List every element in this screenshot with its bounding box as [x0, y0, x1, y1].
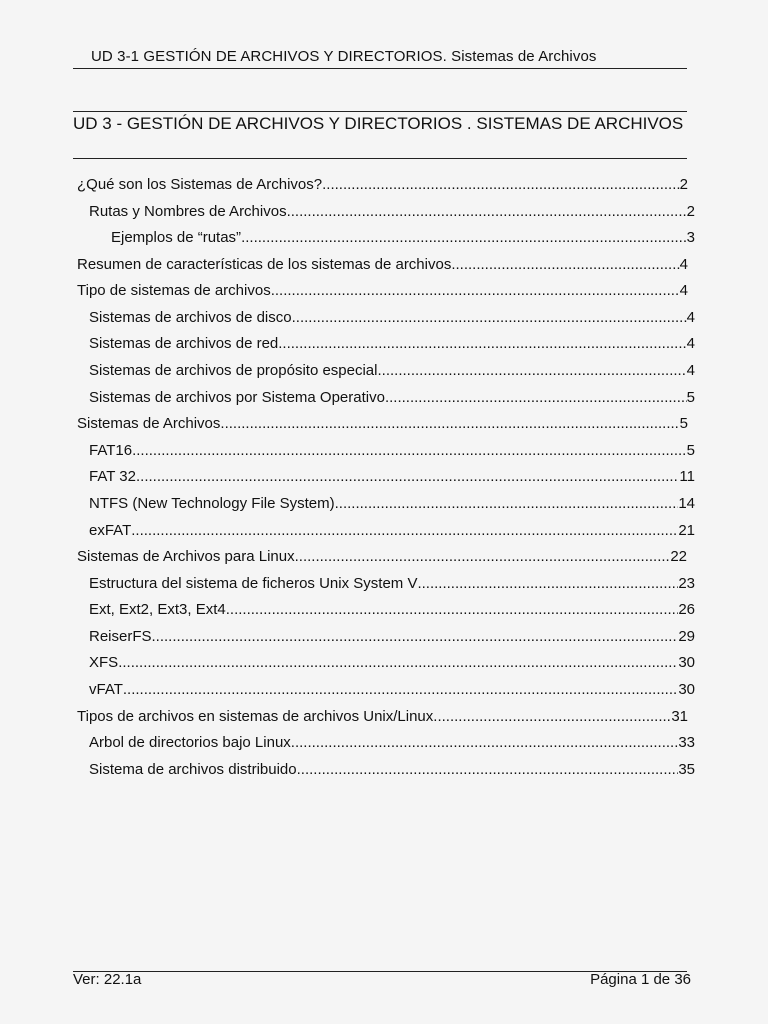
- dot-leader: [131, 520, 678, 542]
- toc-entry[interactable]: [0, 254, 768, 281]
- toc-entry-page: 4: [679, 255, 688, 273]
- dot-leader: [378, 360, 687, 382]
- toc-entry[interactable]: [0, 280, 768, 307]
- toc-entry-page: 4: [679, 282, 688, 300]
- toc-entry-label: NTFS (New Technology File System): [89, 494, 335, 512]
- toc-entry-label: Sistemas de archivos por Sistema Operativo: [89, 388, 385, 406]
- dot-leader: [295, 546, 671, 568]
- dot-leader: [297, 759, 679, 781]
- toc-entry[interactable]: [0, 307, 768, 334]
- toc-entry-label: exFAT: [89, 521, 132, 539]
- dot-leader: [241, 227, 687, 249]
- document-title: UD 3 - GESTIÓN DE ARCHIVOS Y DIRECTORIOS . SISTEMAS DE ARCHIVOS: [73, 114, 684, 133]
- dot-leader: [322, 174, 680, 196]
- toc-entry-page: 30: [678, 680, 695, 698]
- toc-entry[interactable]: [0, 174, 768, 201]
- dot-leader: [456, 254, 680, 276]
- toc-entry-page: 35: [678, 760, 695, 778]
- toc-entry[interactable]: [0, 573, 768, 600]
- toc-entry-page: 2: [679, 176, 688, 193]
- toc-entry[interactable]: [0, 732, 768, 759]
- toc-entry-label: Tipos de archivos en sistemas de archivos Unix/Linux: [77, 707, 434, 725]
- dot-leader: [292, 307, 687, 329]
- dot-leader: [385, 387, 687, 409]
- toc-entry-page: 14: [678, 494, 695, 512]
- toc-entry-label: Sistema de archivos distribuido: [89, 760, 297, 778]
- dot-leader: [271, 280, 680, 302]
- toc-entry[interactable]: [0, 546, 768, 573]
- toc-entry-label: Sistemas de Archivos: [77, 415, 221, 433]
- toc-entry-label: Resumen de características de los sistemas de archivos.: [77, 255, 456, 273]
- footer-version: Ver: 22.1a: [73, 971, 142, 988]
- toc-entry-label: Ext, Ext2, Ext3, Ext4: [89, 601, 226, 619]
- toc-entry-label: Rutas y Nombres de Archivos: [89, 202, 287, 220]
- running-header: UD 3-1 GESTIÓN DE ARCHIVOS Y DIRECTORIOS. Sistemas de Archivos: [91, 48, 597, 65]
- toc-entry-page: 29: [678, 627, 695, 645]
- toc-entry[interactable]: [0, 387, 768, 414]
- toc-entry-page: 21: [678, 521, 695, 539]
- dot-leader: [152, 626, 679, 648]
- toc-entry[interactable]: [0, 652, 768, 679]
- footer-page-number: Página 1 de 36: [590, 971, 691, 988]
- toc-entry[interactable]: [0, 520, 768, 547]
- toc-entry[interactable]: [0, 679, 768, 706]
- dot-leader: [123, 679, 678, 701]
- toc-entry-page: 4: [686, 308, 695, 326]
- dot-leader: [226, 599, 679, 621]
- toc-entry[interactable]: [0, 493, 768, 520]
- toc-entry-label: Sistemas de archivos de disco: [89, 308, 292, 326]
- toc-entry-page: 4: [686, 362, 695, 380]
- toc-entry[interactable]: [0, 440, 768, 467]
- toc-entry-page: 3: [686, 229, 695, 247]
- dot-leader: [433, 706, 671, 728]
- toc-entry-label: Sistemas de archivos de propósito especial: [89, 362, 378, 380]
- toc-entry-label: ¿Qué son los Sistemas de Archivos?: [77, 176, 323, 193]
- header-rule: [73, 68, 687, 69]
- toc-entry[interactable]: [0, 706, 768, 733]
- dot-leader: [118, 652, 678, 674]
- dot-leader: [417, 573, 678, 595]
- toc-entry-label: Arbol de directorios bajo Linux: [89, 734, 291, 752]
- toc-entry-label: Ejemplos de “rutas”: [111, 229, 242, 247]
- toc-entry-label: Sistemas de archivos de red: [89, 335, 279, 353]
- toc-entry-label: FAT 32: [89, 468, 136, 486]
- toc-entry-page: 22: [670, 548, 687, 566]
- toc-entry-page: 33: [678, 734, 695, 752]
- toc-entry-label: ReiserFS: [89, 627, 152, 645]
- table-of-contents: [0, 174, 768, 785]
- toc-entry-page: 11: [679, 468, 695, 486]
- toc-entry[interactable]: [0, 227, 768, 254]
- toc-entry-label: XFS: [89, 654, 119, 672]
- toc-entry[interactable]: [0, 466, 768, 493]
- dot-leader: [278, 333, 686, 355]
- toc-entry-page: 5: [686, 441, 695, 459]
- dot-leader: [335, 493, 679, 515]
- toc-entry-page: 26: [678, 601, 695, 619]
- toc-entry-page: 5: [686, 388, 695, 406]
- dot-leader: [220, 413, 679, 435]
- toc-entry-label: Estructura del sistema de ficheros Unix System V: [89, 574, 418, 592]
- toc-entry[interactable]: [0, 201, 768, 228]
- toc-entry[interactable]: [0, 759, 768, 786]
- toc-entry[interactable]: [0, 626, 768, 653]
- title-bottom-rule: [73, 158, 687, 159]
- toc-entry[interactable]: [0, 413, 768, 440]
- toc-entry[interactable]: [0, 599, 768, 626]
- toc-entry-page: 23: [678, 574, 695, 592]
- toc-entry[interactable]: [0, 360, 768, 387]
- toc-entry-page: 5: [679, 415, 688, 433]
- dot-leader: [132, 440, 687, 462]
- toc-entry-label: FAT16: [89, 441, 133, 459]
- toc-entry-page: 31: [671, 707, 688, 725]
- dot-leader: [287, 201, 687, 223]
- toc-entry-label: Tipo de sistemas de archivos: [77, 282, 271, 300]
- toc-entry-label: vFAT: [89, 680, 123, 698]
- toc-entry-page: 4: [686, 335, 695, 353]
- toc-entry[interactable]: [0, 333, 768, 360]
- dot-leader: [136, 466, 679, 488]
- toc-entry-label: Sistemas de Archivos para Linux: [77, 548, 295, 566]
- toc-entry-page: 30: [678, 654, 695, 672]
- toc-entry-page: 2: [686, 202, 695, 220]
- dot-leader: [291, 732, 679, 754]
